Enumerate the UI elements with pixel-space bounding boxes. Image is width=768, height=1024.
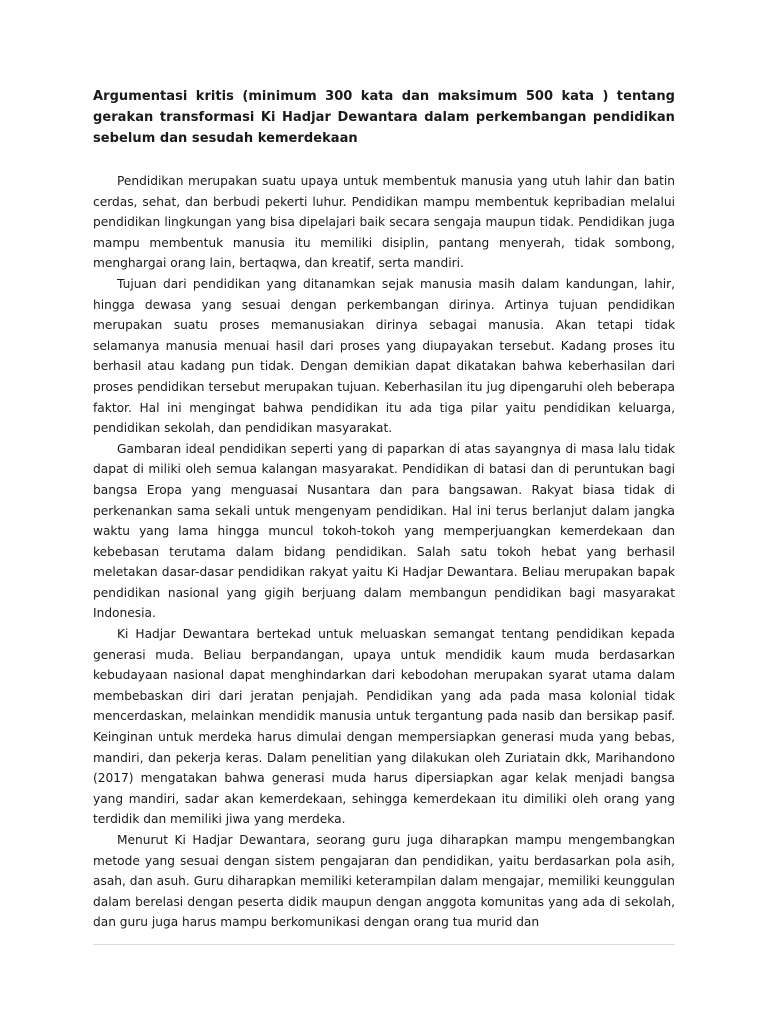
document-page	[93, 86, 675, 933]
paragraph-4: Ki Hadjar Dewantara bertekad untuk meluaskan semangat tentang pendidikan kepada generasi muda. Beliau berpandangan, upaya untuk mendidik kaum muda berdasarkan kebudayaan nasional dapat menghindarkan dari kebodohan merupakan syarat utama dalam membebaskan diri dari jeratan penjajah. Pendidikan yang ada pada masa kolonial tidak mencerdaskan, melainkan mendidik manusia untuk tergantung pada nasib dan bersikap pasif. Keinginan untuk merdeka harus dimulai dengan mempersiapkan generasi muda yang bebas, mandiri, dan pekerja keras. Dalam penelitian yang dilakukan oleh Zuriatain dkk, Marihandono (2017) mengatakan bahwa generasi muda harus dipersiapkan agar kelak menjadi bangsa yang mandiri, sadar akan kemerdekaan, sehingga kemerdekaan itu dimiliki oleh orang yang terdidik dan memiliki jiwa yang merdeka.	[93, 627, 675, 827]
document-title: Argumentasi kritis (minimum 300 kata dan maksimum 500 kata ) tentang gerakan transformasi Ki Hadjar Dewantara dalam perkembangan pendidikan sebelum dan sesudah kemerdekaan	[93, 89, 675, 146]
paragraph-3: Gambaran ideal pendidikan seperti yang di paparkan di atas sayangnya di masa lalu tidak dapat di miliki oleh semua kalangan masyarakat. Pendidikan di batasi dan di peruntukan bagi bangsa Eropa yang menguasai Nusantara dan para bangsawan. Rakyat biasa tidak di perkenankan sama sekali untuk mengenyam pendidikan. Hal ini terus berlanjut dalam jangka waktu yang lama hingga muncul tokoh-tokoh yang memperjuangkan kemerdekaan dan kebebasan terutama dalam bidang pendidikan. Salah satu tokoh hebat yang berhasil meletakan dasar-dasar pendidikan rakyat yaitu Ki Hadjar Dewantara. Beliau merupakan bapak pendidikan nasional yang gigih berjuang dalam membangun pendidikan bagi masyarakat Indonesia.	[93, 441, 675, 621]
paragraph-1: Pendidikan merupakan suatu upaya untuk membentuk manusia yang utuh lahir dan batin cerdas, sehat, dan berbudi pekerti luhur. Pendidikan mampu membentuk kepribadian melalui pendidikan lingkungan yang bisa dipelajari baik secara sengaja maupun tidak. Pendidikan juga mampu membentuk manusia itu memiliki disiplin, pantang menyerah, tidak sombong, menghargai orang lain, bertaqwa, dan kreatif, serta mandiri.	[93, 174, 675, 271]
paragraph-5: Menurut Ki Hadjar Dewantara, seorang guru juga diharapkan mampu mengembangkan metode yang sesuai dengan sistem pengajaran dan pendidikan, yaitu berdasarkan pola asih, asah, dan asuh. Guru diharapkan memiliki keterampilan dalam mengajar, memiliki keunggulan dalam berelasi dengan peserta didik maupun dengan anggota komunitas yang ada di sekolah, dan guru juga harus mampu berkomunikasi dengan orang tua murid dan	[93, 833, 675, 930]
page-bottom-divider	[93, 944, 675, 945]
paragraph-2: Tujuan dari pendidikan yang ditanamkan sejak manusia masih dalam kandungan, lahir, hingga dewasa yang sesuai dengan perkembangan dirinya. Artinya tujuan pendidikan merupakan suatu proses memanusiakan dirinya sebagai manusia. Akan tetapi tidak selamanya manusia menuai hasil dari proses yang diupayakan tersebut. Kadang proses itu berhasil atau kadang pun tidak. Dengan demikian dapat dikatakan bahwa keberhasilan dari proses pendidikan tersebut merupakan tujuan. Keberhasilan itu jug dipengaruhi oleh beberapa faktor. Hal ini mengingat bahwa pendidikan itu ada tiga pilar yaitu pendidikan keluarga, pendidikan sekolah, dan pendidikan masyarakat.	[93, 276, 675, 436]
